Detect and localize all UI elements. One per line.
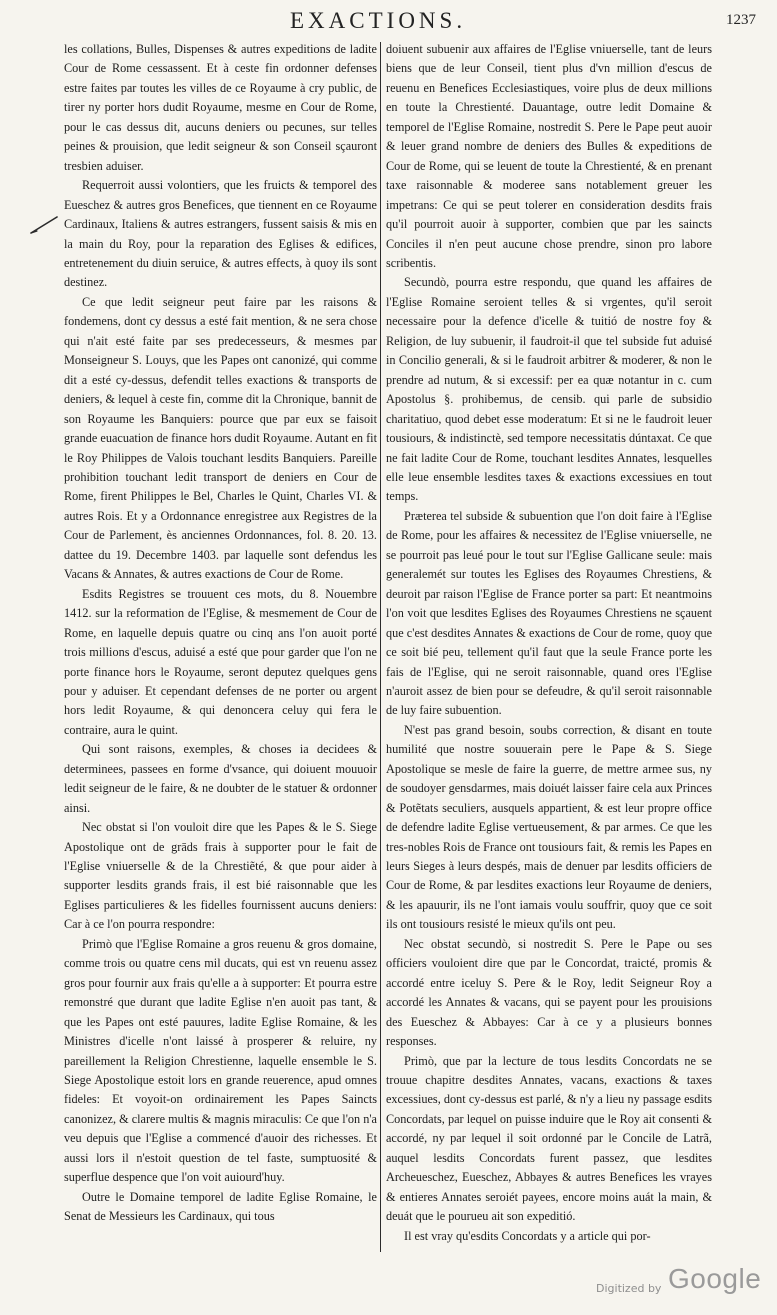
digitization-watermark — [596, 1263, 762, 1303]
column-divider — [380, 42, 381, 1252]
paragraph: Præterea tel subside & subuention que l'on doit faire à l'Eglise de Rome, pour les affaires & necessitez de l'Eglise vniuerselle, ne se pourroit pas leué pour le tout sur l'Eglise Gallicane seule: mais generalemét sur toutes les Eglises des Royaumes Chrestiens, & deuroit par raison l'Eglise de France porter sa part: Et neantmoins l'on voit que lesdites Eglises des Royaumes Chrestiens ne sçauent que c'est desdites Annates & exactions de Cour de rome, quoy que ce soit bié peu, tellement qu'il faut que la seule France porte les fais de l'Eglise, qui ne seroit raisonnable, quand ores l'Eglise n'auroit assez de bien pour se defeudre, & qu'il seroit raisonnable de luy faire subuention. — [386, 508, 712, 718]
paragraph: N'est pas grand besoin, soubs correction, & disant en toute humilité que nostre souuerain pere le Pape & S. Siege Apostolique se mesle de faire la guerre, de mettre armee sus, ny de soudoyer gensdarmes, mais doiuét laisser faire cela aux Princes & Potẽtats seculiers, ausquels appartient, & est leur propre office de defendre ladite Eglise vertueusement, & par armes. Ce que les tres-nobles Rois de France ont tousiours fait, & remis les Papes en leurs Sieges à leurs despés, mais de denuer par lesdits officiers de Cour de Rome, & par lesdites exactions leur Royaume de deniers, & les apauurir, ils ne l'ont iamais voulu souffrir, quoy que ce soit ils ont tousiours resisté le mieux qu'ils ont peu. — [386, 722, 712, 932]
marginal-pen-mark — [28, 213, 60, 237]
paragraph: Requerroit aussi volontiers, que les fruicts & temporel des Eueschez & autres gros Benefices, que tiennent en ce Royaume Cardinaux, Italiens & autres estrangers, fussent saisis & mis en la main du Roy, pour la reparation des Eglises & edifices, entretenement du diuin seruice, & autres effects, à quoy ils sont destinez. — [64, 178, 377, 290]
paragraph: doiuent subuenir aux affaires de l'Eglise vniuerselle, tant de leurs biens que de leur Conseil, tient plus d'vn million d'escus de reuenu en Benefices Ecclesiastiques, voire plus de deux millions en toute la Chrestienté. Dauantage, outre ledit Domaine & temporel de l'Eglise Romaine, nostredit S. Pere le Pape peut auoir & leuer grand nombre de deniers des Bulles & expeditions de Cour de Rome, qui se leuent de toute la Chrestienté, & en prenant taxe raisonnable & moderee sans notablement greuer les impetrans: Ce qui se peut tolerer en consideration desdits frais qu'il pourroit auoir à supporter, combien que par les saincts Conciles il n'en peut aucune chose prendre, sinon pro labore scribentis. — [386, 42, 712, 270]
paragraph: Secundò, pourra estre respondu, que quand les affaires de l'Eglise Romaine seroient telles & si vrgentes, qu'il seroit necessaire pour la defence d'icelle & tuitió de nostre foy & Religion, de luy subuenir, il faudroit-il que tel subside fut aduisé in Concilio generali, & si le faudroit arbitrer & moderer, & non le prendre ad nutum, & si excessif: per ea quæ notantur in c. cum Apostolus §. prohibemus, de censib. qui parle de subsidio charitatiuo, quod debet esse moderatum: Et si ne le faudroit leuer tousiours, & indistinctè, sed tempore necessitatis dúntaxat. Ce que ne fait ladite Cour de Rome, touchant lesdites Annates, lesquelles elle leue ensemble lesdites taxes & exactions excessiues en tout temps. — [386, 275, 712, 504]
paragraph: Ce que ledit seigneur peut faire par les raisons & fondemens, dont cy dessus a esté fait mention, & ne sera chose qui n'ait esté faite par ses predecesseurs, & mesmes par Monseigneur S. Louys, que les Papes ont canonizé, qui comme dit a esté cy-dessus, defendit telles exactions & transports de deniers, & lequel à ceste fin, comme dit la Chronique, bannit de son Royaume les Banquiers: pource que par eux se faisoit grande euacuation de finance hors dudit Royaume. Autant en fit le Roy Philippes de Valois touchant lesdits Banquiers. Pareille prohibition touchant ledit transport de deniers en Cour de Rome, firent Philippes le Bel, Charles le Quint, Charles VI. & autres Rois. Et y a Ordonnance enregistree aux Registres de la Cour de Parlement, ès anciennes Ordonnances, fol. 8. 20. 13. dattee du 19. Decembre 1403. par laquelle sont defendus les Vacans & Annates, & autres exactions de Cour de Rome. — [64, 294, 377, 582]
left-column — [64, 40, 377, 1227]
pen-stroke-icon — [28, 213, 60, 237]
paragraph: Primò que l'Eglise Romaine a gros reuenu & gros domaine, comme trois ou quatre cens mil ducats, qui est vn reuenu assez gros pour fournir aux frais qu'elle a à supporter: Et pourra estre remonstré que durant que ladite Eglise n'en auoit pas tant, & que les Papes ont esté pauures, ladite Eglise Romaine, & les Ministres d'icelle n'ont laissé à prosperer & reluire, ny pareillement la Religion Chrestienne, laquelle ensemble le S. Siege Apostolique estoit lors en grande reuerence, apud omnes fideles: Et voyoit-on ordinairement les Papes Saincts canonizez, & clarere multis & magnis miraculis: Ce que l'on n'a veu depuis que l'Eglise a commencé d'auoir des richesses. Et aussi lors il n'estoit question de tel faste, sumptuosité & superflue despence que l'on voit auiourd'huy. — [64, 936, 377, 1185]
paragraph: les collations, Bulles, Dispenses & autres expeditions de ladite Cour de Rome cessassent. Et à ceste fin ordonner defenses estre faites par toutes les villes de ce Royaume à cry public, de tirer ny porter hors dudit Royaume, mesme en Cour de Rome, pour le cas dessus dit, aucuns deniers ou pecunes, sur telles peines & prouision, que ledit seigneur & son Conseil sçauront tresbien aduiser. — [64, 42, 377, 173]
digitized-label: Digitized by — [596, 1282, 662, 1295]
running-head: EXACTIONS. — [290, 8, 467, 33]
right-column — [386, 40, 712, 1246]
page-header — [0, 8, 777, 36]
paragraph: Nec obstat secundò, si nostredit S. Pere le Pape ou ses officiers vouloient dire que par le Concordat, traicté, promis & accordé entre iceluy S. Pere & le Roy, ledit Seigneur Roy a accordé les Annates & vacans, qui se payent pour les prouisions des Eueschez & Abbayes: Car à ce y a plusieurs bonnes responses. — [386, 936, 712, 1049]
paragraph: Il est vray qu'esdits Concordats y a article qui por- — [404, 1228, 651, 1243]
paragraph: Qui sont raisons, exemples, & choses ia decidees & determinees, passees en forme d'vsance, qui doiuent mouuoir ledit seigneur de le faire, & ne doubter de le statuer & ordonner ainsi. — [64, 742, 377, 815]
paragraph: Nec obstat si l'on vouloit dire que les Papes & le S. Siege Apostolique ont de grāds frais à supporter pour le fait de l'Eglise vniuerselle & de la Chrestiẽté, & que pour aider à supporter lesdits grands frais, il est bié raisonnable que les Eglises particulieres & les fidelles fournissent aucuns deniers: Car à ce l'on pourra respondre: — [64, 820, 377, 932]
paragraph: Esdits Registres se trouuent ces mots, du 8. Nouembre 1412. sur la reformation de l'Eglise, & mesmement de Cour de Rome, en laquelle depuis quatre ou cinq ans l'on auoit porté trois millions d'escus, aduisé a esté que pour garder que l'on ne porte finance hors le Royaume, seront deputez quelques gens pour y aduiser. Et cependant defenses de ne porter ou argent hors ledit Royaume, & qui denoncera celuy qui fera le contraire, aura le quint. — [64, 586, 377, 737]
google-logo: Google — [668, 1263, 762, 1294]
page-number: 1237 — [726, 12, 756, 28]
paragraph: Primò, que par la lecture de tous lesdits Concordats ne se trouue chapitre desdites Annates, vacans, exactions & taxes excessiues, dont cy-dessus est parlé, & n'y a lieu ny passage esdits Concordats, par lequel on puisse induire que le Roy ait consenti & accordé, ny par lequel il soit ordonné par le Concile de Latrã, auquel lesdits Concordats furent passez, que lesdites Archeueschez, Eueschez, Abbayes & autres Benefices les vrayes & entieres Annates seroiét payees, encore moins auát la main, & deuát que le pourueu ait son expeditió. — [386, 1053, 712, 1224]
paragraph: Outre le Domaine temporel de ladite Eglise Romaine, le Senat de Messieurs les Cardinaux, qui tous — [64, 1189, 377, 1224]
